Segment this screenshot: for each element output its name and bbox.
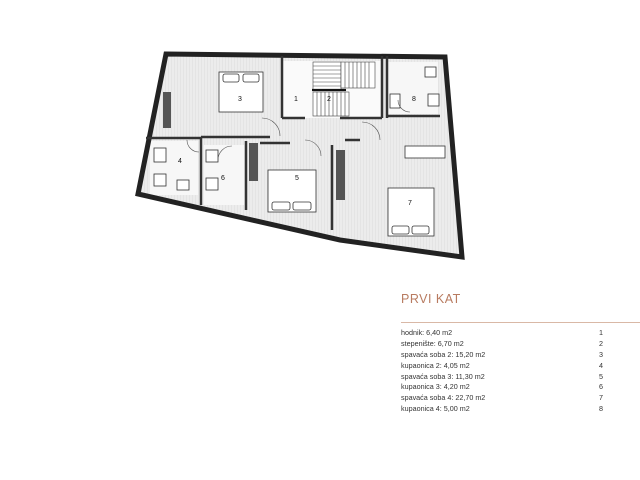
list-item xyxy=(401,393,603,404)
list-item xyxy=(401,350,603,361)
room-label-3: 3 xyxy=(238,96,242,103)
room-number: 1 xyxy=(599,328,603,337)
room-number: 2 xyxy=(599,338,603,348)
list-item xyxy=(401,361,603,372)
list-item xyxy=(401,382,603,393)
room-number: 7 xyxy=(599,393,603,403)
list-item xyxy=(401,339,603,350)
desk xyxy=(405,146,445,158)
floor-title: PRVI KAT xyxy=(401,292,461,306)
room-label-6: 6 xyxy=(221,175,225,182)
room-area-text: spavaća soba 2: 15,20 m2 xyxy=(401,349,486,359)
room-label-1: 1 xyxy=(294,96,298,103)
room-area-text: kupaonica 3: 4,20 m2 xyxy=(401,382,470,392)
room-label-5: 5 xyxy=(295,175,299,182)
room-area-list xyxy=(401,328,603,415)
list-item xyxy=(401,328,603,339)
room-area-text: spavaća soba 4: 22,70 m2 xyxy=(401,393,486,403)
room-label-7: 7 xyxy=(408,200,412,207)
room-label-4: 4 xyxy=(178,158,182,165)
room-number: 4 xyxy=(599,360,603,370)
room-number: 5 xyxy=(599,371,603,381)
room-number: 8 xyxy=(599,404,603,414)
room-area-text: hodnik: 6,40 m2 xyxy=(401,328,453,337)
room-number: 3 xyxy=(599,349,603,359)
room-area-text: stepenište: 6,70 m2 xyxy=(401,338,464,348)
room-label-2: 2 xyxy=(327,96,331,103)
room-area-text: kupaonica 2: 4,05 m2 xyxy=(401,360,470,370)
room-area-text: kupaonica 4: 5,00 m2 xyxy=(401,404,470,414)
room-number: 6 xyxy=(599,382,603,392)
list-item xyxy=(401,372,603,383)
list-item xyxy=(401,404,603,415)
room-label-8: 8 xyxy=(412,96,416,103)
title-divider xyxy=(401,322,640,323)
room-area-text: spavaća soba 3: 11,30 m2 xyxy=(401,371,485,381)
